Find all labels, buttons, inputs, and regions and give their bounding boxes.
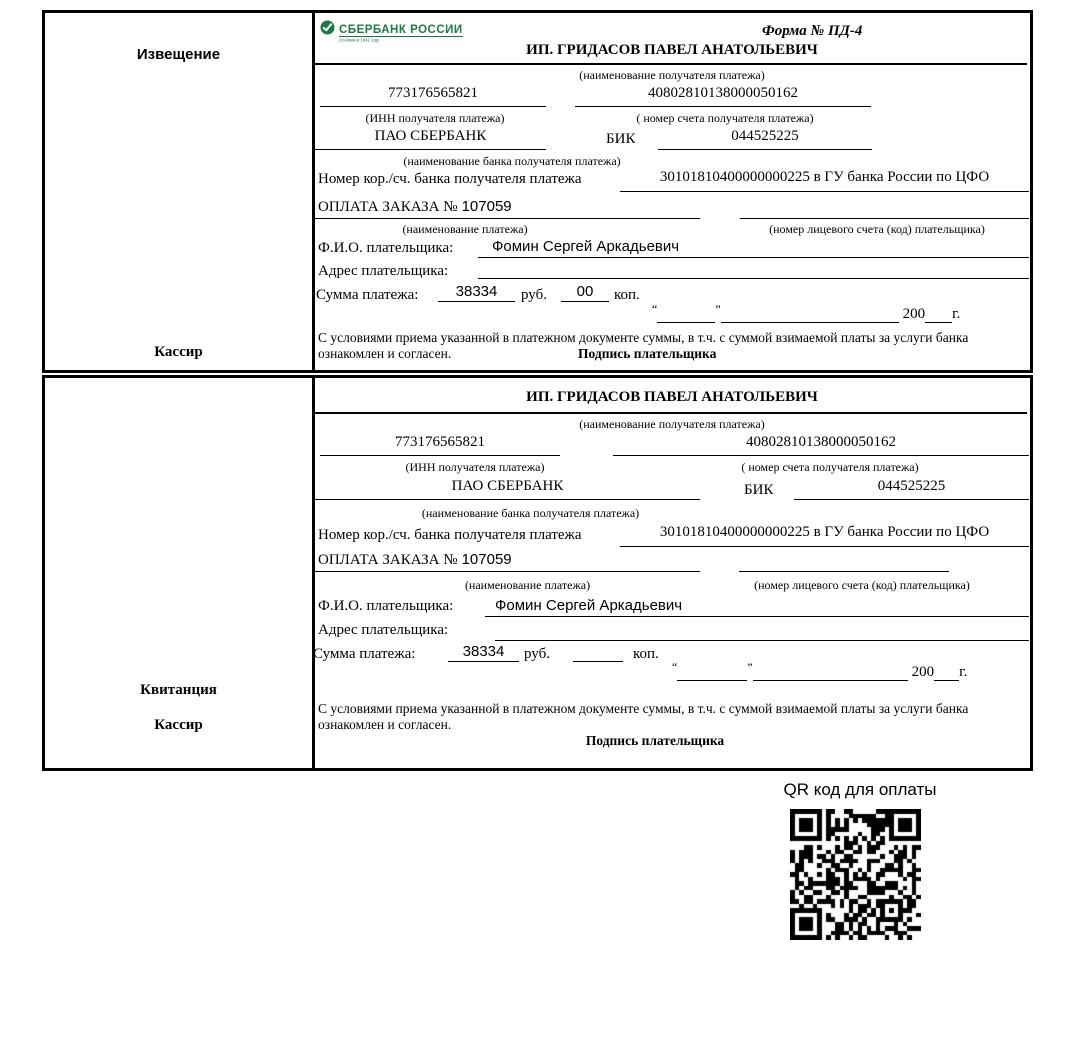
bank-caption: (наименование банка получателя платежа) bbox=[421, 506, 640, 520]
bik-value: 044525225 bbox=[794, 478, 1029, 500]
sberbank-logo-text: СБЕРБАНК РОССИИ bbox=[339, 24, 463, 36]
kop-label: коп. bbox=[614, 287, 640, 303]
amount-rub-value: 38334 bbox=[448, 643, 519, 662]
payee-caption: (наименование получателя платежа) bbox=[579, 68, 765, 82]
account-value: 40802810138000050162 bbox=[613, 434, 1029, 456]
rub-label: руб. bbox=[524, 646, 550, 662]
payment-purpose-label: ОПЛАТА ЗАКАЗА № bbox=[318, 199, 458, 215]
payer-address-label: Адрес плательщика: bbox=[318, 263, 449, 279]
payment-purpose-line bbox=[315, 551, 700, 572]
amount-kop-value: 00 bbox=[561, 283, 609, 302]
quote-close: ” bbox=[747, 660, 753, 674]
amount-label: Сумма платежа: bbox=[316, 287, 419, 303]
payer-name-value: Фомин Сергей Аркадьевич bbox=[478, 238, 1029, 258]
year-suffix: г. bbox=[952, 306, 961, 322]
payee-name: ИП. ГРИДАСОВ ПАВЕЛ АНАТОЛЬЕВИЧ bbox=[526, 389, 818, 405]
personal-account-caption: (номер лицевого счета (код) плательщика) bbox=[754, 578, 970, 592]
quote-open: “ bbox=[672, 660, 678, 674]
bank-name: ПАО СБЕРБАНК bbox=[315, 478, 700, 500]
inn-caption: (ИНН получателя платежа) bbox=[405, 460, 545, 474]
payer-name-label: Ф.И.О. плательщика: bbox=[318, 598, 454, 614]
sberbank-logo-icon bbox=[320, 20, 335, 40]
notice-section-title: Извещение bbox=[136, 46, 221, 63]
receipt-divider bbox=[312, 375, 315, 771]
bik-label: БИК bbox=[744, 482, 774, 498]
date-day-blank bbox=[657, 305, 715, 323]
payee-name: ИП. ГРИДАСОВ ПАВЕЛ АНАТОЛЬЕВИЧ bbox=[526, 42, 818, 58]
date-line bbox=[652, 302, 961, 323]
personal-account-blank bbox=[739, 551, 949, 572]
order-number-value: 107059 bbox=[461, 551, 512, 568]
account-caption: ( номер счета получателя платежа) bbox=[741, 460, 919, 474]
payee-caption: (наименование получателя платежа) bbox=[579, 417, 765, 431]
bank-caption: (наименование банка получателя платежа) bbox=[403, 154, 621, 168]
year-prefix: 200 bbox=[902, 306, 926, 322]
account-caption: ( номер счета получателя платежа) bbox=[636, 111, 814, 125]
payer-address-value bbox=[478, 259, 1029, 279]
header-rule bbox=[315, 63, 1027, 65]
corr-account-label: Номер кор./сч. банка получателя платежа bbox=[318, 171, 582, 187]
rub-label: руб. bbox=[521, 287, 547, 303]
amount-kop-value bbox=[573, 643, 623, 662]
inn-caption: (ИНН получателя платежа) bbox=[365, 111, 505, 125]
order-number-value: 107059 bbox=[461, 198, 512, 215]
receipt-section-title: Квитанция bbox=[140, 682, 217, 698]
quote-close: ” bbox=[715, 302, 721, 316]
form-number-label: Форма № ПД-4 bbox=[762, 23, 863, 39]
payment-purpose-line bbox=[315, 198, 700, 219]
qr-caption: QR код для оплаты bbox=[783, 780, 937, 799]
bik-label: БИК bbox=[606, 131, 636, 147]
amount-label: Сумма платежа: bbox=[313, 646, 416, 662]
header-rule bbox=[315, 412, 1027, 414]
payer-name-value: Фомин Сергей Аркадьевич bbox=[485, 597, 1029, 617]
year-suffix: г. bbox=[959, 664, 968, 680]
corr-account-value: 30101810400000000225 в ГУ банка России по ЦФО bbox=[620, 169, 1029, 192]
qr-code bbox=[790, 809, 921, 940]
amount-rub-value: 38334 bbox=[438, 283, 515, 302]
payer-address-value bbox=[495, 621, 1029, 641]
year-prefix: 200 bbox=[911, 664, 935, 680]
bik-value: 044525225 bbox=[658, 128, 872, 150]
agreement-line1: С условиями приема указанной в платежном документе суммы, в т.ч. с суммой взимаемой платы за услуги банка bbox=[318, 330, 969, 345]
account-value: 40802810138000050162 bbox=[575, 85, 871, 107]
inn-value: 773176565821 bbox=[320, 434, 560, 456]
agreement-line1: С условиями приема указанной в платежном документе суммы, в т.ч. с суммой взимаемой платы за услуги банка bbox=[318, 701, 969, 716]
date-line bbox=[672, 660, 968, 681]
signature-label: Подпись плательщика bbox=[578, 346, 717, 361]
personal-account-blank bbox=[740, 198, 1029, 219]
kop-label: коп. bbox=[633, 646, 659, 662]
payer-address-label: Адрес плательщика: bbox=[318, 622, 449, 638]
date-month-blank bbox=[753, 663, 908, 681]
personal-account-caption: (номер лицевого счета (код) плательщика) bbox=[769, 222, 985, 236]
payment-purpose-label: ОПЛАТА ЗАКАЗА № bbox=[318, 552, 458, 568]
notice-cashier-label: Кассир bbox=[154, 344, 203, 360]
year-blank bbox=[925, 305, 952, 323]
agreement-line2: ознакомлен и согласен. bbox=[318, 346, 452, 361]
purpose-caption: (наименование платежа) bbox=[464, 578, 591, 592]
agreement-line2: ознакомлен и согласен. bbox=[318, 717, 452, 732]
corr-account-label: Номер кор./сч. банка получателя платежа bbox=[318, 527, 582, 543]
quote-open: “ bbox=[652, 302, 658, 316]
inn-value: 773176565821 bbox=[320, 85, 546, 107]
date-month-blank bbox=[721, 305, 899, 323]
corr-account-value: 30101810400000000225 в ГУ банка России по ЦФО bbox=[620, 524, 1029, 547]
date-day-blank bbox=[677, 663, 747, 681]
sberbank-logo-tagline: Основан в 1841 году bbox=[339, 38, 380, 43]
bank-name: ПАО СБЕРБАНК bbox=[315, 128, 546, 150]
purpose-caption: (наименование платежа) bbox=[402, 222, 528, 236]
payer-name-label: Ф.И.О. плательщика: bbox=[318, 240, 454, 256]
receipt-cashier-label: Кассир bbox=[154, 717, 203, 733]
year-blank bbox=[934, 663, 959, 681]
signature-label: Подпись плательщика bbox=[585, 733, 725, 748]
